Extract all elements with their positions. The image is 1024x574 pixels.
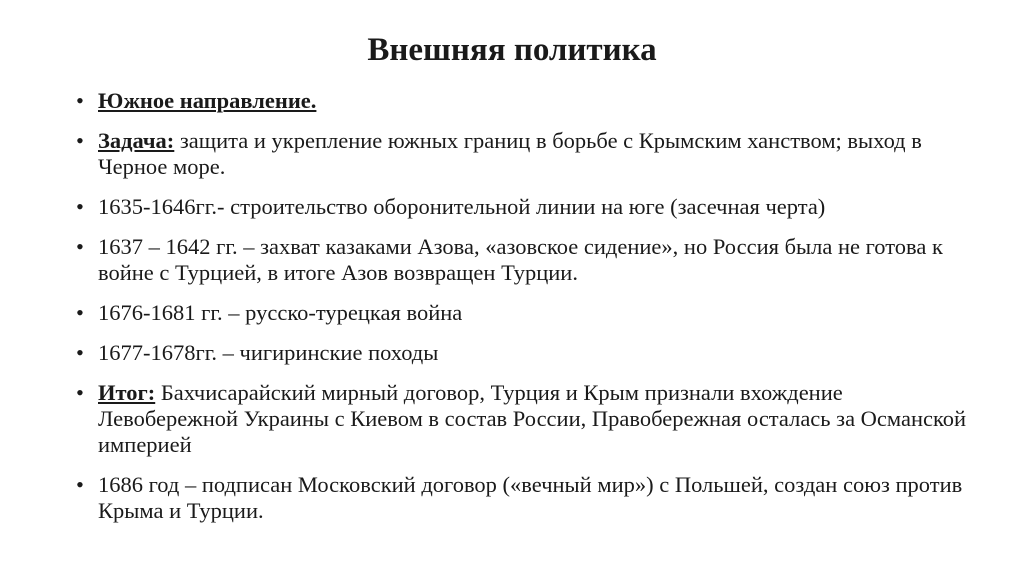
bullet-item-task [76, 128, 976, 180]
bullet-icon: • [76, 234, 84, 259]
bullet-icon: • [76, 300, 84, 325]
bullet-item-eternal-peace [76, 472, 976, 524]
bullet-icon: • [76, 380, 84, 405]
bullet-item-azov [76, 234, 976, 286]
bullet-lead: Итог: [98, 380, 156, 405]
bullet-icon: • [76, 128, 84, 153]
bullet-text: Бахчисарайский мирный договор, Турция и Крым признали вхождение Левобережной Украины с Киевом в состав России, Правобережная осталась за Османской империей [98, 380, 967, 457]
bullet-item-chigirin [76, 340, 976, 366]
bullet-item-result [76, 380, 976, 458]
bullet-item-south-direction [76, 88, 976, 114]
bullet-list [76, 88, 976, 538]
bullet-item-defense-line [76, 194, 976, 220]
bullet-text: 1635-1646гг.- строительство оборонительной линии на юге (засечная черта) [98, 194, 826, 219]
bullet-icon: • [76, 88, 84, 113]
bullet-icon: • [76, 472, 84, 497]
slide-title: Внешняя политика [367, 32, 657, 68]
bullet-lead: Задача: [98, 128, 175, 153]
bullet-item-russo-turkish-war [76, 300, 976, 326]
bullet-text: 1637 – 1642 гг. – захват казаками Азова, «азовское сидение», но Россия была не готова к войне с Турцией, в итоге Азов возвращен Турции. [98, 234, 943, 285]
bullet-text: 1677-1678гг. – чигиринские походы [98, 340, 439, 365]
bullet-text: 1686 год – подписан Московский договор («вечный мир») с Польшей, создан союз против Крыма и Турции. [98, 472, 963, 523]
bullet-text: защита и укрепление южных границ в борьбе с Крымским ханством; выход в Черное море. [98, 128, 922, 179]
bullet-text: 1676-1681 гг. – русско-турецкая война [98, 300, 463, 325]
bullet-icon: • [76, 194, 84, 219]
bullet-icon: • [76, 340, 84, 365]
bullet-lead: Южное направление. [98, 88, 317, 113]
